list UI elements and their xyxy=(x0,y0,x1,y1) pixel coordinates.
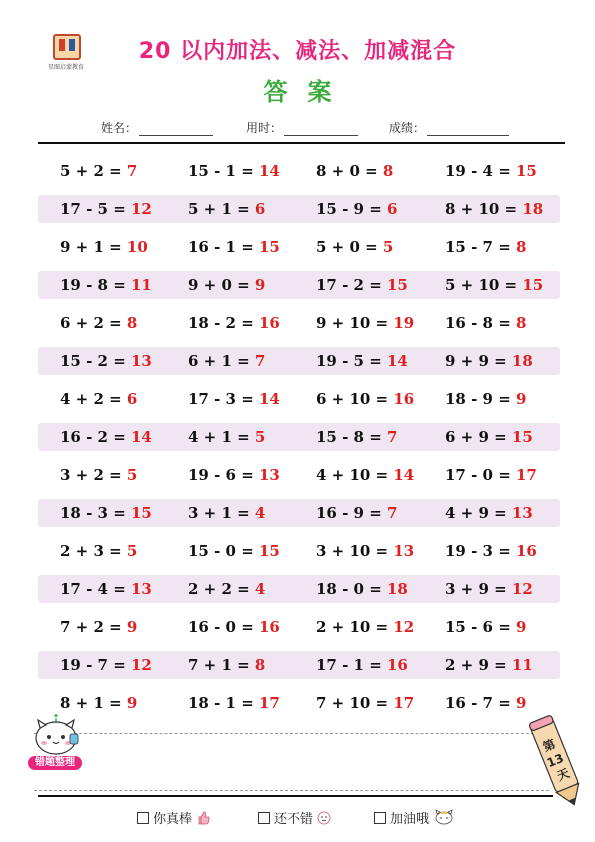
equation-answer: 13 xyxy=(131,580,152,598)
equation xyxy=(316,461,414,489)
equation-question: 3 + 10 = xyxy=(316,542,394,560)
footer-divider xyxy=(38,795,553,797)
equation-answer: 9 xyxy=(126,694,138,712)
time-field[interactable] xyxy=(246,119,358,136)
equation-question: 16 - 2 = xyxy=(60,428,131,446)
equation-answer: 14 xyxy=(131,428,152,446)
equation-question: 5 + 2 = xyxy=(60,162,127,180)
problem-row xyxy=(38,613,560,641)
equation xyxy=(60,651,152,679)
equation xyxy=(60,157,137,185)
equation xyxy=(445,613,526,641)
equation-question: 19 - 4 = xyxy=(445,162,516,180)
equation-question: 4 + 9 = xyxy=(445,504,512,522)
problem-row xyxy=(38,575,560,603)
equation-answer: 7 xyxy=(387,428,398,446)
problem-row xyxy=(38,461,560,489)
equation-answer: 15 xyxy=(516,162,537,180)
equation xyxy=(445,651,533,679)
equation-question: 9 + 0 = xyxy=(188,276,255,294)
equation-answer: 7 xyxy=(126,162,138,180)
problem-row xyxy=(38,347,560,375)
brand-logo-text: 星图启蒙教育 xyxy=(48,64,85,71)
rating-keep-going[interactable] xyxy=(374,808,455,827)
equation-answer: 16 xyxy=(259,314,280,332)
equation xyxy=(188,537,280,565)
equation xyxy=(445,309,526,337)
equation xyxy=(188,233,280,261)
equation-answer: 9 xyxy=(126,618,138,636)
equation-answer: 8 xyxy=(382,162,394,180)
equation-answer: 16 xyxy=(393,390,415,408)
equation xyxy=(188,157,280,185)
equation-question: 2 + 3 = xyxy=(60,542,127,560)
equation xyxy=(445,195,543,223)
mistake-review-label: 错题整理 xyxy=(28,756,82,770)
equation-question: 18 - 2 = xyxy=(188,314,259,332)
equation-answer: 15 xyxy=(131,504,152,522)
equation-answer: 18 xyxy=(522,200,544,218)
header-divider xyxy=(38,142,565,144)
equation-question: 17 - 0 = xyxy=(445,466,516,484)
equation-question: 4 + 2 = xyxy=(60,390,127,408)
equation-answer: 6 xyxy=(126,390,138,408)
equation xyxy=(188,271,265,299)
equation xyxy=(316,347,408,375)
equation-answer: 15 xyxy=(259,238,280,256)
day-label-1: 第 xyxy=(541,736,558,755)
problem-row xyxy=(38,651,560,679)
equation-question: 15 - 0 = xyxy=(188,542,259,560)
equation-answer: 11 xyxy=(131,276,152,294)
equation-answer: 6 xyxy=(254,200,266,218)
equation-question: 17 - 5 = xyxy=(60,200,131,218)
equation-answer: 8 xyxy=(516,314,527,332)
equation-answer: 7 xyxy=(254,352,266,370)
equation-answer: 13 xyxy=(131,352,152,370)
equation xyxy=(188,423,265,451)
great-checkbox[interactable] xyxy=(137,812,149,824)
equation xyxy=(316,499,397,527)
equation xyxy=(316,423,397,451)
equation-question: 3 + 1 = xyxy=(188,504,255,522)
name-label: 姓名： xyxy=(101,121,138,135)
equation xyxy=(188,575,265,603)
equation-answer: 4 xyxy=(254,580,266,598)
equation xyxy=(188,195,265,223)
problem-grid xyxy=(38,157,560,727)
score-field[interactable] xyxy=(389,119,509,136)
equation-answer: 16 xyxy=(259,618,280,636)
equation xyxy=(316,651,408,679)
time-label: 用时： xyxy=(246,121,283,135)
equation-question: 18 - 1 = xyxy=(188,694,259,712)
equation-question: 19 - 5 = xyxy=(316,352,387,370)
equation xyxy=(445,423,533,451)
equation xyxy=(60,233,148,261)
equation-question: 6 + 9 = xyxy=(445,428,512,446)
equation-question: 15 - 6 = xyxy=(445,618,516,636)
equation-answer: 17 xyxy=(259,694,280,712)
equation-answer: 9 xyxy=(516,694,527,712)
equation xyxy=(188,613,280,641)
equation-answer: 16 xyxy=(516,542,537,560)
rating-great[interactable] xyxy=(137,808,210,827)
equation-question: 16 - 1 = xyxy=(188,238,259,256)
equation xyxy=(60,499,152,527)
problem-row xyxy=(38,385,560,413)
problem-row xyxy=(38,309,560,337)
equation-answer: 15 xyxy=(259,542,280,560)
equation xyxy=(188,385,280,413)
equation-question: 16 - 8 = xyxy=(445,314,516,332)
cheer-cat-icon xyxy=(433,809,455,827)
equation-answer: 14 xyxy=(387,352,408,370)
equation xyxy=(445,385,526,413)
equation-answer: 9 xyxy=(254,276,266,294)
score-label: 成绩： xyxy=(389,121,426,135)
equation xyxy=(445,689,526,717)
equation-question: 8 + 1 = xyxy=(60,694,127,712)
equation-question: 16 - 7 = xyxy=(445,694,516,712)
equation-answer: 13 xyxy=(511,504,533,522)
equation-question: 9 + 9 = xyxy=(445,352,512,370)
equation-answer: 8 xyxy=(254,656,266,674)
equation-question: 15 - 8 = xyxy=(316,428,387,446)
day-label-2: 13 xyxy=(544,750,566,771)
equation xyxy=(316,689,414,717)
equation xyxy=(60,461,137,489)
equation-question: 8 + 0 = xyxy=(316,162,383,180)
equation xyxy=(60,195,152,223)
page-subtitle: 答案 xyxy=(263,78,352,106)
equation-question: 17 - 3 = xyxy=(188,390,259,408)
equation-question: 3 + 9 = xyxy=(445,580,512,598)
equation-question: 16 - 9 = xyxy=(316,504,387,522)
equation xyxy=(445,157,537,185)
name-blank[interactable] xyxy=(139,123,213,136)
equation-question: 18 - 9 = xyxy=(445,390,516,408)
equation xyxy=(445,537,537,565)
equation-question: 8 + 10 = xyxy=(445,200,523,218)
equation-answer: 14 xyxy=(259,162,280,180)
equation-answer: 8 xyxy=(516,238,527,256)
equation-question: 18 - 0 = xyxy=(316,580,387,598)
equation-question: 15 - 2 = xyxy=(60,352,131,370)
equation-answer: 19 xyxy=(393,314,415,332)
name-field[interactable] xyxy=(101,119,213,136)
equation-question: 16 - 0 = xyxy=(188,618,259,636)
equation-answer: 12 xyxy=(131,200,152,218)
equation-question: 3 + 2 = xyxy=(60,466,127,484)
equation-question: 15 - 7 = xyxy=(445,238,516,256)
equation-answer: 6 xyxy=(387,200,398,218)
equation-question: 5 + 10 = xyxy=(445,276,523,294)
equation xyxy=(60,309,137,337)
equation xyxy=(316,309,414,337)
equation-answer: 13 xyxy=(259,466,280,484)
good-checkbox[interactable] xyxy=(258,812,270,824)
equation-question: 6 + 2 = xyxy=(60,314,127,332)
equation-question: 9 + 1 = xyxy=(60,238,127,256)
self-evaluation-footer xyxy=(0,808,595,828)
thumbs-up-icon xyxy=(196,811,210,825)
equation-question: 5 + 1 = xyxy=(188,200,255,218)
equation-answer: 12 xyxy=(393,618,415,636)
equation-question: 6 + 10 = xyxy=(316,390,394,408)
keep-going-label: 加油哦 xyxy=(390,812,430,827)
day-label-3: 天 xyxy=(554,765,572,784)
time-blank[interactable] xyxy=(284,123,358,136)
equation-question: 19 - 3 = xyxy=(445,542,516,560)
keep-going-checkbox[interactable] xyxy=(374,812,386,824)
equation-question: 19 - 6 = xyxy=(188,466,259,484)
equation xyxy=(60,537,137,565)
equation-answer: 9 xyxy=(516,618,527,636)
problem-row xyxy=(38,157,560,185)
equation-answer: 10 xyxy=(126,238,148,256)
equation-answer: 12 xyxy=(511,580,533,598)
equation xyxy=(188,651,265,679)
equation xyxy=(60,613,137,641)
equation xyxy=(445,499,533,527)
equation-question: 9 + 10 = xyxy=(316,314,394,332)
equation-question: 19 - 7 = xyxy=(60,656,131,674)
equation-answer: 9 xyxy=(516,390,527,408)
equation-answer: 15 xyxy=(522,276,544,294)
equation xyxy=(188,461,280,489)
equation-answer: 11 xyxy=(511,656,533,674)
equation xyxy=(445,271,543,299)
mistake-review-area[interactable] xyxy=(34,733,549,791)
equation xyxy=(445,575,533,603)
equation-question: 7 + 1 = xyxy=(188,656,255,674)
equation xyxy=(445,461,537,489)
equation-question: 5 + 0 = xyxy=(316,238,383,256)
problem-row xyxy=(38,271,560,299)
equation-answer: 5 xyxy=(126,466,138,484)
page-title: 20 以内加法、减法、加减混合 xyxy=(138,39,457,64)
equation xyxy=(316,271,408,299)
problem-row xyxy=(38,537,560,565)
equation-answer: 4 xyxy=(254,504,266,522)
equation-answer: 12 xyxy=(131,656,152,674)
problem-row xyxy=(38,195,560,223)
equation-answer: 14 xyxy=(393,466,415,484)
equation xyxy=(316,537,414,565)
equation-question: 19 - 8 = xyxy=(60,276,131,294)
equation-answer: 7 xyxy=(387,504,398,522)
equation xyxy=(316,233,393,261)
equation xyxy=(445,347,533,375)
equation xyxy=(60,271,152,299)
equation-question: 4 + 10 = xyxy=(316,466,394,484)
smile-cat-icon xyxy=(317,811,331,825)
equation-question: 7 + 2 = xyxy=(60,618,127,636)
good-label: 还不错 xyxy=(274,812,314,827)
equation-question: 2 + 10 = xyxy=(316,618,394,636)
equation-question: 2 + 2 = xyxy=(188,580,255,598)
equation-answer: 5 xyxy=(254,428,266,446)
equation-answer: 17 xyxy=(516,466,537,484)
equation-answer: 18 xyxy=(387,580,408,598)
equation xyxy=(316,385,414,413)
equation-answer: 13 xyxy=(393,542,415,560)
great-label: 你真棒 xyxy=(153,812,193,827)
equation-answer: 18 xyxy=(511,352,533,370)
equation-question: 15 - 1 = xyxy=(188,162,259,180)
equation-question: 17 - 1 = xyxy=(316,656,387,674)
equation xyxy=(188,499,265,527)
equation xyxy=(188,347,265,375)
equation-question: 7 + 10 = xyxy=(316,694,394,712)
equation xyxy=(316,157,393,185)
equation-question: 15 - 9 = xyxy=(316,200,387,218)
equation-answer: 5 xyxy=(126,542,138,560)
problem-row xyxy=(38,423,560,451)
equation-question: 4 + 1 = xyxy=(188,428,255,446)
equation-question: 6 + 1 = xyxy=(188,352,255,370)
equation xyxy=(316,613,414,641)
equation-question: 17 - 4 = xyxy=(60,580,131,598)
equation-question: 18 - 3 = xyxy=(60,504,131,522)
equation xyxy=(188,689,280,717)
equation xyxy=(60,423,152,451)
equation-answer: 5 xyxy=(382,238,394,256)
equation-answer: 14 xyxy=(259,390,280,408)
equation-answer: 8 xyxy=(126,314,138,332)
rating-good[interactable] xyxy=(258,808,331,827)
equation xyxy=(60,385,137,413)
equation-question: 17 - 2 = xyxy=(316,276,387,294)
problem-row xyxy=(38,689,560,717)
equation xyxy=(316,195,397,223)
problem-row xyxy=(38,233,560,261)
problem-row xyxy=(38,499,560,527)
equation xyxy=(445,233,526,261)
equation xyxy=(316,575,408,603)
equation-answer: 15 xyxy=(387,276,408,294)
equation-question: 2 + 9 = xyxy=(445,656,512,674)
equation xyxy=(60,575,152,603)
equation-answer: 15 xyxy=(511,428,533,446)
equation-answer: 16 xyxy=(387,656,408,674)
score-blank[interactable] xyxy=(427,123,509,136)
equation xyxy=(188,309,280,337)
equation-answer: 17 xyxy=(393,694,415,712)
equation xyxy=(60,347,152,375)
